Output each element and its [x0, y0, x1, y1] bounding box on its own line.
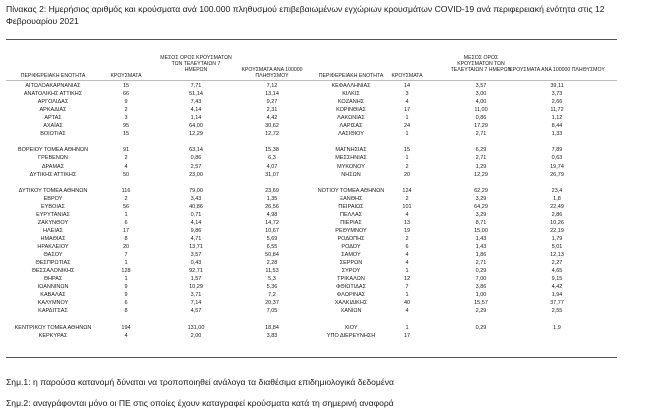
- table-row: [0, 284, 650, 291]
- cell-cases-left: 6: [124, 300, 128, 307]
- cell-region-left: ΚΕΝΤΡΙΚΟΥ ΤΟΜΕΑ ΑΘΗΝΩΝ: [14, 324, 92, 331]
- cell-cases-left: 91: [122, 147, 130, 154]
- cell-avg-right: 3,00: [475, 91, 487, 98]
- cell-per100k-right: 10,26: [550, 219, 564, 226]
- cell-region-left: ΘΑΣΟΥ: [43, 252, 63, 259]
- cell-region-left: ΙΩΑΝΝΙΝΩΝ: [37, 284, 69, 291]
- cell-region-right: ΚΕΦΑΛΛΗΝΙΑΣ: [331, 83, 371, 89]
- cell-avg-right: 2,29: [475, 308, 487, 315]
- cell-avg-left: 4,14: [190, 107, 202, 114]
- cell-region-right: ΜΕΣΣΗΝΙΑΣ: [335, 155, 367, 162]
- cell-per100k-left: 14,72: [265, 219, 279, 226]
- cell-region-left: ΔΥΤΙΚΟΥ ΤΟΜΕΑ ΑΘΗΝΩΝ: [18, 187, 88, 194]
- cell-cases-right: 1: [405, 115, 409, 122]
- cell-region-right: ΠΕΛΛΑΣ: [339, 211, 363, 218]
- table-row: [0, 260, 650, 267]
- cell-region-right: ΚΟΖΑΝΗΣ: [337, 99, 365, 106]
- cell-region-left: ΘΕΣΣΑΛΟΝΙΚΗΣ: [31, 268, 75, 275]
- cell-region-left: ΗΛΕΙΑΣ: [43, 227, 63, 234]
- header-cases-left: ΚΡΟΥΣΜΑΤΑ: [110, 73, 142, 79]
- cell-region-right: ΛΑΚΩΝΙΑΣ: [337, 115, 365, 122]
- cell-avg-left: 63,14: [189, 147, 203, 154]
- cell-avg-left: 9,86: [190, 227, 202, 234]
- cell-cases-left: 9: [124, 284, 128, 291]
- cell-cases-left: 2: [124, 107, 128, 114]
- cell-per100k-right: 2,86: [551, 211, 563, 218]
- cell-avg-right: 0,29: [475, 268, 487, 275]
- cell-region-left: ΗΜΑΘΙΑΣ: [40, 235, 66, 242]
- cell-per100k-left: 4,07: [266, 163, 278, 170]
- cell-cases-right: 1: [405, 131, 409, 138]
- cell-avg-left: 4,57: [190, 308, 202, 315]
- cell-per100k-right: 3,73: [551, 91, 563, 98]
- cell-per100k-left: 9,27: [266, 99, 278, 106]
- table-row: [0, 276, 650, 283]
- cell-cases-left: 2: [124, 195, 128, 202]
- cell-cases-right: 4: [405, 308, 409, 315]
- cell-cases-right: 12: [403, 276, 411, 283]
- cell-region-right: ΦΛΩΡΙΝΑΣ: [336, 292, 366, 299]
- note-2: Σημ.2: αναγράφονται μόνο οι ΠΕ στις οποίες έχουν καταγραφεί κρούσματα κατά τη σημερινή αναφορά: [6, 398, 394, 408]
- cell-avg-left: 2,57: [190, 163, 202, 170]
- title-rule: [6, 39, 617, 40]
- table-row: [0, 228, 650, 235]
- cell-region-right: ΦΘΙΩΤΙΔΑΣ: [336, 284, 366, 291]
- cell-per100k-right: 12,13: [550, 252, 564, 259]
- cell-avg-right: 62,29: [474, 187, 488, 194]
- table-row: [0, 172, 650, 179]
- table-row: [0, 123, 650, 130]
- cell-avg-right: 15,00: [474, 227, 488, 234]
- cell-cases-right: 17: [403, 107, 411, 114]
- cell-per100k-left: 3,83: [266, 332, 278, 339]
- cell-avg-right: 3,57: [475, 83, 487, 89]
- cell-per100k-left: 6,3: [268, 155, 276, 162]
- table-row: [0, 139, 650, 146]
- cell-per100k-left: 2,28: [266, 260, 278, 267]
- cell-per100k-right: 1,79: [551, 235, 563, 242]
- cell-avg-left: 10,29: [189, 284, 203, 291]
- cell-per100k-left: 1,35: [266, 195, 278, 202]
- table-row: [0, 99, 650, 106]
- cell-per100k-right: 1,33: [551, 131, 563, 138]
- cell-avg-left: 0,43: [190, 260, 202, 267]
- table-row: [0, 220, 650, 227]
- cell-avg-right: 17,29: [474, 123, 488, 130]
- cell-avg-left: 3,57: [190, 252, 202, 259]
- cell-region-right: ΧΑΛΚΙΔΙΚΗΣ: [334, 300, 368, 307]
- cell-per100k-right: 11,72: [550, 107, 564, 114]
- cell-region-right: ΚΙΛΚΙΣ: [342, 91, 360, 98]
- cell-region-right: ΣΑΜΟΥ: [341, 252, 361, 259]
- cell-per100k-left: 5,3: [268, 276, 276, 283]
- cell-avg-right: 2,71: [475, 131, 487, 138]
- cell-avg-right: 3,29: [475, 195, 487, 202]
- cell-region-left: ΘΕΣΠΡΩΤΙΑΣ: [35, 260, 71, 267]
- header-per100k-right: ΚΡΟΥΣΜΑΤΑ ΑΝΑ 100000 ΠΛΗΘΥΣΜΟΥ: [509, 67, 605, 73]
- cell-cases-right: 7: [405, 284, 409, 291]
- table-bottom-rule: [6, 357, 617, 358]
- cell-region-right: ΝΗΣΩΝ: [341, 171, 361, 178]
- table-row: [0, 204, 650, 211]
- cell-cases-right: 17: [403, 332, 411, 339]
- cell-region-left: ΑΧΑΪΑΣ: [43, 123, 63, 130]
- cell-region-right: ΣΕΡΡΩΝ: [339, 260, 363, 267]
- cell-cases-left: 95: [122, 123, 130, 130]
- cell-avg-right: 1,43: [475, 244, 487, 250]
- cell-region-right: ΚΟΡΙΝΘΙΑΣ: [336, 107, 366, 114]
- cell-cases-right: 19: [403, 227, 411, 234]
- cell-region-left: ΑΡΚΑΔΙΑΣ: [39, 107, 67, 114]
- cell-region-left: ΑΡΓΟΛΙΔΑΣ: [37, 99, 69, 106]
- cell-cases-left: 1: [124, 260, 128, 267]
- cell-cases-right: 40: [403, 300, 411, 307]
- cell-region-right: ΥΠΟ ΔΙΕΡΕΥΝΗΣΗ: [326, 332, 376, 339]
- cell-region-right: ΝΟΤΙΟΥ ΤΟΜΕΑ ΑΘΗΝΩΝ: [317, 187, 385, 194]
- cell-per100k-right: 26,79: [550, 171, 564, 178]
- cell-avg-left: 7,14: [190, 300, 202, 307]
- cell-region-right: ΜΥΚΟΝΟΥ: [337, 163, 365, 170]
- cell-avg-right: 2,71: [475, 260, 487, 267]
- cell-avg-left: 3,71: [190, 292, 202, 299]
- cell-avg-left: 1,57: [190, 276, 202, 283]
- cell-per100k-left: 50,84: [265, 252, 279, 259]
- cell-avg-right: 2,71: [475, 155, 487, 162]
- cell-region-right: ΜΑΓΝΗΣΙΑΣ: [335, 147, 367, 154]
- cell-cases-left: 8: [124, 308, 128, 315]
- cell-region-left: ΑΙΤΩΛΟΑΚΑΡΝΑΝΙΑΣ: [25, 83, 81, 89]
- cell-per100k-right: 4,65: [551, 268, 563, 275]
- table-row: [0, 131, 650, 138]
- cell-per100k-left: 4,98: [266, 211, 278, 218]
- cell-region-left: ΕΥΒΟΙΑΣ: [41, 203, 65, 210]
- cell-per100k-right: 2,66: [551, 99, 563, 106]
- cell-per100k-right: 8,44: [551, 123, 563, 130]
- cell-per100k-right: 23,4: [551, 187, 563, 194]
- cell-cases-left: 56: [122, 203, 130, 210]
- cell-cases-right: 2: [405, 235, 409, 242]
- cell-region-left: ΚΕΡΚΥΡΑΣ: [38, 332, 68, 339]
- cell-per100k-left: 7,2: [268, 292, 276, 299]
- cell-per100k-right: 1,8: [553, 195, 561, 202]
- cell-per100k-left: 2,31: [266, 107, 278, 114]
- header-avg-right: ΜΕΣΟΣ ΟΡΟΣ ΚΡΟΥΣΜΑΤΩΝ ΤΩΝ ΤΕΛΕΥΤΑΙΩΝ 7 ΗΜΕΡΩΝ: [450, 55, 512, 73]
- cell-cases-right: 101: [402, 203, 412, 210]
- cell-avg-left: 12,29: [189, 131, 203, 138]
- table-row: [0, 164, 650, 171]
- cell-cases-right: 1: [405, 292, 409, 299]
- table-row: [0, 91, 650, 98]
- cell-region-left: ΑΝΑΤΟΛΙΚΗΣ ΑΤΤΙΚΗΣ: [23, 91, 83, 98]
- cell-avg-right: 15,57: [474, 300, 488, 307]
- cell-per100k-right: 5,01: [551, 244, 563, 250]
- cell-cases-right: 4: [405, 260, 409, 267]
- cell-cases-left: 9: [124, 292, 128, 299]
- cell-cases-right: 3: [405, 91, 409, 98]
- cell-per100k-left: 7,12: [266, 83, 278, 89]
- cell-cases-left: 50: [122, 171, 130, 178]
- cell-avg-right: 7,00: [475, 276, 487, 283]
- cell-cases-left: 8: [124, 235, 128, 242]
- cell-cases-right: 4: [405, 99, 409, 106]
- table-row: [0, 147, 650, 154]
- table-row: [0, 236, 650, 243]
- cell-avg-right: 4,00: [475, 99, 487, 106]
- table-row: [0, 316, 650, 323]
- table-row: [0, 268, 650, 275]
- cell-cases-left: 17: [122, 227, 130, 234]
- cell-per100k-right: 2,27: [551, 260, 563, 267]
- cell-avg-right: 12,29: [474, 171, 488, 178]
- cell-region-right: ΛΑΡΙΣΑΣ: [339, 123, 363, 130]
- cell-avg-left: 2,00: [190, 332, 202, 339]
- cell-region-left: ΑΡΤΑΣ: [44, 115, 62, 122]
- table-row: [0, 180, 650, 187]
- table-title: Πίνακας 2: Ημερήσιος αριθμός και κρούσματα ανά 100.000 πληθυσμού επιβεβαιωμένων εγχώριων κρουσμάτων COVID-19 ανά περιφερειακή ενότητα στις 12 Φεβρουαρίου 2021: [6, 4, 605, 26]
- cell-region-right: ΡΟΔΟΠΗΣ: [337, 235, 365, 242]
- cell-region-right: ΡΕΘΥΜΝΟΥ: [335, 227, 367, 234]
- cell-per100k-left: 30,62: [265, 123, 279, 130]
- cell-avg-right: 11,00: [474, 107, 488, 114]
- table-row: [0, 188, 650, 195]
- cell-cases-right: 2: [405, 163, 409, 170]
- cell-cases-left: 7: [124, 252, 128, 259]
- table-row: [0, 115, 650, 122]
- cell-per100k-left: 18,84: [265, 324, 279, 331]
- cell-avg-left: 0,71: [190, 211, 202, 218]
- cell-avg-left: 0,86: [190, 155, 202, 162]
- cell-cases-left: 194: [121, 324, 131, 331]
- cell-avg-left: 3,43: [190, 195, 202, 202]
- cell-per100k-left: 13,14: [265, 91, 279, 98]
- cell-cases-right: 13: [403, 219, 411, 226]
- cell-cases-left: 4: [124, 163, 128, 170]
- cell-cases-right: 15: [403, 147, 411, 154]
- cell-avg-right: 1,86: [475, 252, 487, 259]
- cell-cases-left: 4: [124, 332, 128, 339]
- cell-cases-left: 116: [121, 187, 131, 194]
- cell-avg-right: 3,86: [475, 284, 487, 291]
- cell-avg-left: 1,14: [190, 115, 202, 122]
- cell-per100k-right: 1,9: [553, 324, 561, 331]
- cell-per100k-left: 7,05: [266, 308, 278, 315]
- cell-cases-right: 1: [405, 324, 409, 331]
- cell-avg-right: 0,86: [475, 115, 487, 122]
- cell-per100k-right: 1,94: [551, 292, 563, 299]
- cell-cases-right: 124: [402, 187, 412, 194]
- cell-cases-right: 2: [405, 195, 409, 202]
- cell-per100k-right: 7,89: [551, 147, 563, 154]
- cell-region-left: ΕΥΡΥΤΑΝΙΑΣ: [36, 211, 70, 218]
- cell-avg-right: 6,29: [475, 147, 487, 154]
- cell-per100k-left: 12,72: [265, 131, 279, 138]
- cell-per100k-right: 0,63: [551, 155, 563, 162]
- table-row: [0, 212, 650, 219]
- cell-avg-left: 40,86: [189, 203, 203, 210]
- cell-avg-left: 4,14: [190, 219, 202, 226]
- cell-avg-right: 0,29: [475, 324, 487, 331]
- cell-cases-left: 3: [124, 115, 128, 122]
- cell-region-right: ΡΟΔΟΥ: [341, 244, 361, 250]
- table-row: [0, 196, 650, 203]
- cell-avg-right: 8,71: [475, 219, 487, 226]
- cell-avg-left: 4,71: [190, 235, 202, 242]
- cell-per100k-right: 39,11: [550, 83, 564, 89]
- cell-avg-left: 92,71: [189, 268, 203, 275]
- cell-cases-left: 128: [121, 268, 131, 275]
- cell-per100k-right: 4,42: [551, 284, 563, 291]
- table-row: [0, 83, 650, 90]
- cell-per100k-left: 5,69: [266, 235, 278, 242]
- cell-avg-right: 64,29: [474, 203, 488, 210]
- cell-region-right: ΤΡΙΚΑΛΩΝ: [337, 276, 365, 283]
- cell-per100k-left: 20,37: [265, 300, 279, 307]
- cell-avg-left: 79,00: [189, 187, 203, 194]
- header-cases-right: ΚΡΟΥΣΜΑΤΑ: [391, 73, 423, 79]
- cell-cases-right: 24: [403, 123, 411, 130]
- cell-region-left: ΘΗΡΑΣ: [43, 276, 63, 283]
- cell-region-left: ΚΑΛΥΜΝΟΥ: [37, 300, 69, 307]
- cell-avg-left: 131,00: [187, 324, 205, 331]
- cell-avg-right: 1,00: [475, 292, 487, 299]
- cell-cases-left: 6: [124, 219, 128, 226]
- cell-region-left: ΕΒΡΟΥ: [43, 195, 63, 202]
- cell-per100k-left: 6,55: [266, 244, 278, 250]
- cell-per100k-left: 4,42: [266, 115, 278, 122]
- cell-region-left: ΓΡΕΒΕΝΩΝ: [38, 155, 68, 162]
- cell-per100k-left: 5,36: [266, 284, 278, 291]
- cell-per100k-right: 1,12: [551, 115, 563, 122]
- header-region-left: ΠΕΡΙΦΕΡΕΙΑΚΗ ΕΝΟΤΗΤΑ: [20, 73, 86, 79]
- header-rule: [6, 80, 617, 81]
- cell-cases-left: 15: [122, 83, 130, 89]
- cell-cases-right: 4: [405, 211, 409, 218]
- cell-cases-left: 15: [122, 131, 130, 138]
- cell-per100k-right: 22,49: [550, 203, 564, 210]
- cell-avg-left: 23,00: [189, 171, 203, 178]
- cell-cases-right: 4: [405, 252, 409, 259]
- cell-avg-left: 64,00: [189, 123, 203, 130]
- cell-per100k-left: 23,69: [265, 187, 279, 194]
- cell-avg-right: 1,43: [475, 235, 487, 242]
- table-row: [0, 300, 650, 307]
- cell-per100k-right: 37,77: [550, 300, 564, 307]
- cell-avg-left: 7,71: [190, 83, 202, 89]
- cell-per100k-left: 26,56: [265, 203, 279, 210]
- cell-region-left: ΔΥΤΙΚΗΣ ΑΤΤΙΚΗΣ: [29, 171, 77, 178]
- cell-cases-right: 6: [405, 244, 409, 250]
- cell-per100k-left: 10,67: [265, 227, 279, 234]
- table-row: [0, 308, 650, 315]
- cell-region-left: ΖΑΚΥΝΘΟΥ: [37, 219, 69, 226]
- cell-cases-left: 2: [124, 155, 128, 162]
- header-per100k-left: ΚΡΟΥΣΜΑΤΑ ΑΝΑ 100000 ΠΛΗΘΥΣΜΟΥ: [241, 67, 303, 79]
- table-row: [0, 244, 650, 251]
- cell-region-left: ΚΑΒΑΛΑΣ: [40, 292, 66, 299]
- cell-region-left: ΔΡΑΜΑΣ: [41, 163, 65, 170]
- cell-per100k-left: 11,53: [265, 268, 279, 275]
- header-avg-left: ΜΕΣΟΣ ΟΡΟΣ ΚΡΟΥΣΜΑΤΩΝ ΤΩΝ ΤΕΛΕΥΤΑΙΩΝ 7 ΗΜΕΡΩΝ: [160, 55, 232, 73]
- table-row: [0, 325, 650, 332]
- header-region-right: ΠΕΡΙΦΕΡΕΙΑΚΗ ΕΝΟΤΗΤΑ: [318, 73, 384, 79]
- cell-cases-left: 9: [124, 99, 128, 106]
- cell-region-right: ΠΙΕΡΙΑΣ: [340, 219, 362, 226]
- cell-cases-left: 1: [124, 211, 128, 218]
- cell-region-right: ΧΑΝΙΩΝ: [340, 308, 362, 315]
- cell-region-right: ΧΙΟΥ: [344, 324, 358, 331]
- table-row: [0, 107, 650, 114]
- note-1: Σημ.1: η παρούσα κατανομή δύναται να τροποποιηθεί ανάλογα τα διαθέσιμα επιδημιολογικά δεδομένα: [6, 377, 394, 387]
- cell-per100k-right: 22,19: [550, 227, 564, 234]
- table-row: [0, 155, 650, 162]
- cell-region-right: ΠΕΙΡΑΙΩΣ: [338, 203, 364, 210]
- table-row: [0, 292, 650, 299]
- cell-per100k-right: 2,55: [551, 308, 563, 315]
- cell-region-left: ΚΑΡΔΙΤΣΑΣ: [38, 308, 68, 315]
- cell-cases-left: 1: [124, 276, 128, 283]
- cell-per100k-left: 15,38: [265, 147, 279, 154]
- cell-cases-right: 20: [403, 171, 411, 178]
- cell-region-left: ΒΟΡΕΙΟΥ ΤΟΜΕΑ ΑΘΗΝΩΝ: [17, 147, 89, 154]
- cell-avg-left: 51,14: [189, 91, 203, 98]
- cell-avg-right: 1,29: [475, 163, 487, 170]
- cell-avg-left: 13,71: [189, 244, 203, 250]
- cell-cases-right: 14: [403, 83, 411, 89]
- cell-cases-right: 1: [405, 155, 409, 162]
- cell-cases-left: 66: [122, 91, 130, 98]
- cell-region-right: ΛΑΣΙΘΙΟΥ: [338, 131, 364, 138]
- cell-per100k-right: 9,15: [551, 276, 563, 283]
- cell-region-right: ΞΑΝΘΗΣ: [339, 195, 363, 202]
- cell-per100k-right: 19,74: [550, 163, 564, 170]
- cell-region-right: ΣΥΡΟΥ: [341, 268, 361, 275]
- cell-avg-right: 3,29: [475, 211, 487, 218]
- cell-cases-right: 1: [405, 268, 409, 275]
- cell-per100k-left: 31,07: [265, 171, 279, 178]
- table-row: [0, 333, 650, 340]
- cell-region-left: ΗΡΑΚΛΕΙΟΥ: [37, 244, 69, 250]
- cell-avg-left: 7,43: [190, 99, 202, 106]
- cell-region-left: ΒΟΙΩΤΙΑΣ: [40, 131, 66, 138]
- table-row: [0, 252, 650, 259]
- cell-cases-left: 20: [122, 244, 130, 250]
